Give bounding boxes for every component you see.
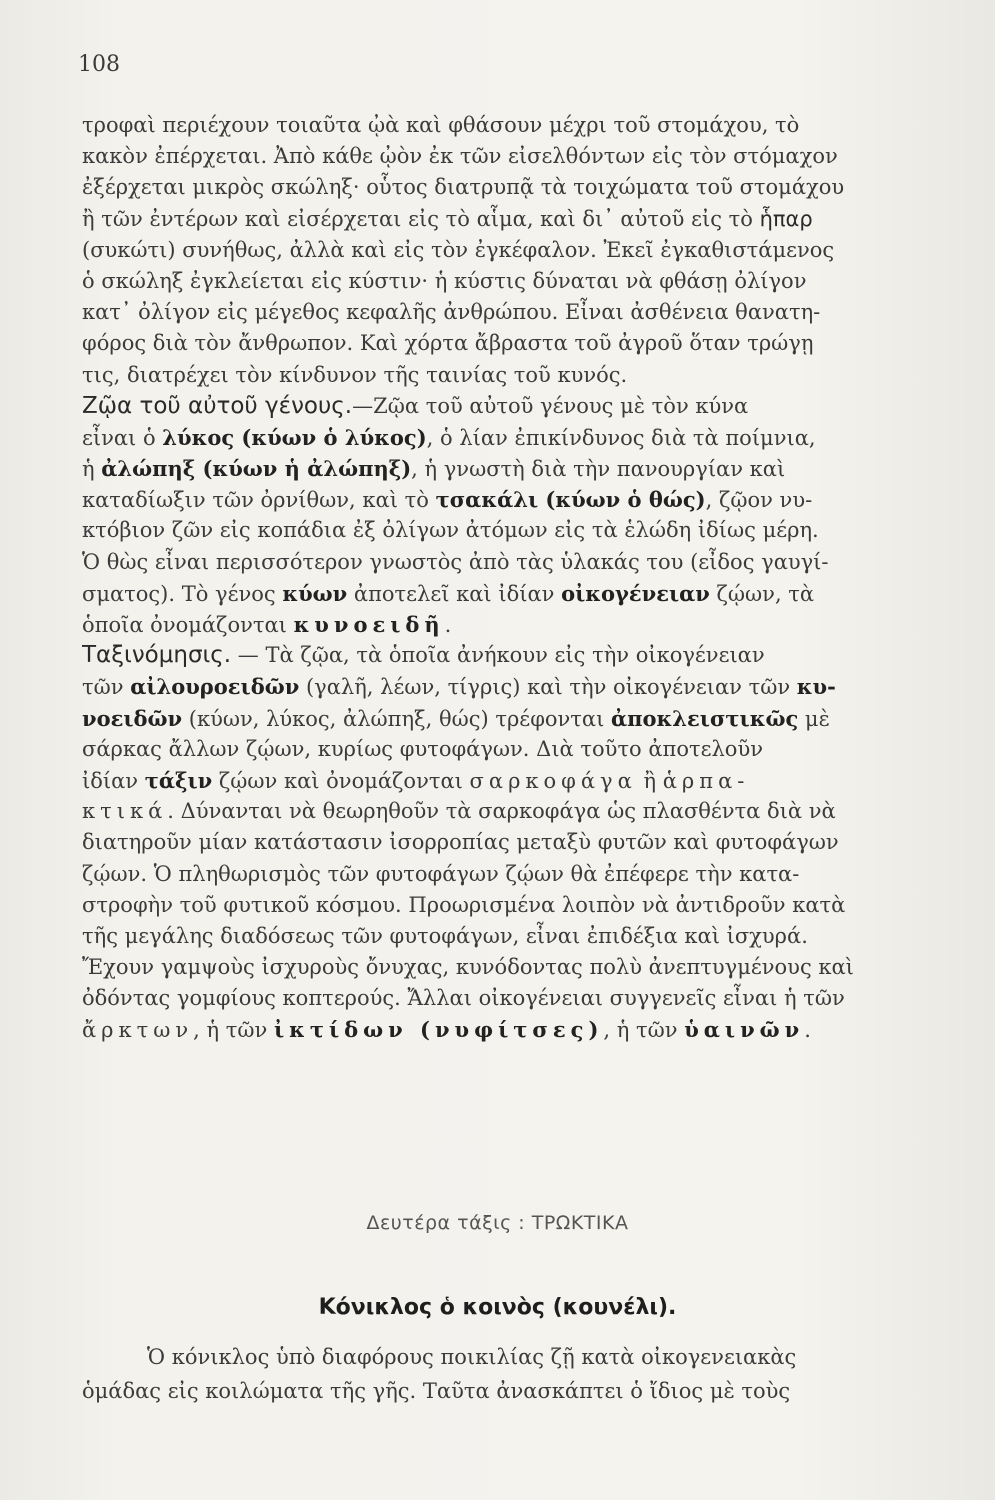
text-span: . [444, 613, 452, 637]
text-line: ὁμάδας εἰς κοιλώματα τῆς γῆς. Ταῦτα ἀνασκάπτει ὁ ἴδιος μὲ τοὺς [82, 1379, 791, 1403]
text-line: Ἔχουν γαμψοὺς ἰσχυροὺς ὄνυχας, κυνόδοντας πολὺ ἀνεπτυγμένους καὶ [82, 955, 854, 980]
text-span: καταδίωξιν τῶν ὀρνίθων, καὶ τὸ [82, 488, 436, 513]
text-line: τροφαὶ περιέχουν τοιαῦτα ᾠὰ καὶ φθάσουν μέχρι τοῦ στομάχου, τὸ [82, 113, 800, 137]
text-line [82, 204, 952, 235]
bold-term: ἀλώπηξ (κύων ἡ ἀλώπηξ) [101, 456, 412, 482]
text-line [82, 391, 952, 422]
bold-term: ἀποκλειστικῶς [611, 705, 799, 731]
text-span: , ἡ τῶν [603, 1018, 685, 1043]
text-span: ἢ τῶν ἐντέρων καὶ εἰσέρχεται εἰς τὸ αἷμα, καὶ δι᾽ αὐτοῦ εἰς τὸ [82, 206, 753, 231]
text-line [82, 703, 952, 734]
bold-term: κυ- [796, 674, 836, 700]
spaced-term: κυνοειδῆ [293, 612, 445, 637]
text-line: τῆς μεγάλης διαδόσεως τῶν φυτοφάγων, εἶναι ἐπιδέξια καὶ ἰσχυρά. [82, 923, 808, 948]
text-line [82, 765, 952, 796]
text-line [82, 1014, 952, 1045]
section-text [82, 1340, 952, 1408]
text-span: (κύων, λύκος, ἀλώπηξ, θώς) τρέφονται [182, 706, 612, 731]
text-span: ἢ [636, 768, 663, 793]
text-span: , ὁ λίαν ἐπικίνδυνος διὰ τὰ ποίμνια, [426, 425, 816, 450]
section-subtitle: Δευτέρα τάξις : ΤΡΩΚΤΙΚΑ [366, 1212, 629, 1234]
text-span: ὁποῖα ὀνομάζονται [82, 613, 294, 637]
body-text [82, 110, 952, 1046]
text-span: —Ζῷα τοῦ αὐτοῦ γένους μὲ τὸν κύνα [352, 393, 749, 418]
text-line: Ὁ θὼς εἶναι περισσότερον γνωστὸς ἀπὸ τὰς ὑλακάς του (εἶδος γαυγί- [82, 549, 829, 574]
paragraph-heading: Ταξινόμησις. [82, 642, 232, 669]
text-span: ζῴων, τὰ [709, 581, 815, 606]
text-span: τῶν [82, 675, 131, 700]
text-line: ὀδόντας γομφίους κοπτερούς. Ἄλλαι οἰκογένειαι συγγενεῖς εἶναι ἡ τῶν [82, 986, 845, 1011]
spaced-term: ἰκτίδων (νυφίτσες) [273, 1017, 604, 1043]
spaced-term: κτικά [82, 799, 168, 824]
bold-term: οἰκογένειαν [561, 580, 710, 606]
text-line [82, 422, 952, 453]
text-line: (συκώτι) συνήθως, ἀλλὰ καὶ εἰς τὸν ἐγκέφαλον. Ἐκεῖ ἐγκαθιστάμενος [82, 237, 835, 262]
text-line [82, 640, 952, 671]
text-span: , ζῷον νυ- [705, 488, 813, 513]
text-line: τις, διατρέχει τὸν κίνδυνον τῆς ταινίας τοῦ κυνός. [82, 362, 628, 387]
bold-term: νοειδῶν [82, 705, 183, 731]
bold-term: λύκος (κύων ὁ λύκος) [162, 424, 427, 450]
text-span: , ἡ γνωστὴ διὰ τὴν πανουργίαν καὶ [411, 457, 786, 482]
text-line [82, 453, 952, 484]
spaced-term: ἁρπα- [662, 768, 750, 793]
text-line: Ὁ κόνικλος ὑπὸ διαφόρους ποικιλίας ζῇ κατὰ οἰκογενειακὰς [147, 1345, 797, 1369]
text-span: . [804, 1018, 811, 1043]
text-line: ζῴων. Ὁ πληθωρισμὸς τῶν φυτοφάγων ζῴων θὰ ἐπέφερε τὴν κατα- [82, 861, 800, 886]
text-line [82, 671, 952, 702]
text-line [82, 609, 952, 640]
text-span: μὲ [798, 706, 830, 731]
text-span: ἀποτελεῖ καὶ ἰδίαν [347, 581, 562, 606]
section-heading: Κόνικλος ὁ κοινὸς (κουνέλι). [318, 1295, 677, 1320]
text-line: κατ᾽ ὀλίγον εἰς μέγεθος κεφαλῆς ἀνθρώπου. Εἶναι ἀσθένεια θανατη- [82, 300, 821, 325]
bold-term: αἰλουροειδῶν [130, 674, 300, 700]
text-span: ἰδίαν [82, 768, 145, 793]
text-line [82, 796, 952, 827]
text-line: ἐξέρχεται μικρὸς σκώληξ· οὗτος διατρυπᾷ τὰ τοιχώματα τοῦ στομάχου [82, 175, 845, 200]
text-span: ἡ [82, 457, 102, 482]
text-span: , ἡ τῶν [193, 1018, 274, 1043]
spaced-term: ὑαινῶν [684, 1017, 805, 1043]
text-span: (γαλῆ, λέων, τίγρις) καὶ τὴν οἰκογένειαν τῶν [299, 675, 797, 700]
text-span: εἶναι ὁ [82, 425, 163, 450]
text-line [82, 578, 952, 609]
text-line [82, 484, 952, 515]
text-span: σματος). Τὸ γένος [82, 581, 283, 606]
text-span: — Τὰ ζῷα, τὰ ὁποῖα ἀνήκουν εἰς τὴν οἰκογένειαν [231, 643, 765, 668]
text-line: κακὸν ἐπέρχεται. Ἀπὸ κάθε ᾠὸν ἐκ τῶν εἰσελθόντων εἰς τὸν στόμαχον [82, 144, 838, 169]
bold-term: τσακάλι (κύων ὁ θώς) [435, 487, 706, 513]
text-line: κτόβιον ζῶν εἰς κοπάδια ἐξ ὀλίγων ἀτόμων εἰς τὰ ἑλώδη ἰδίως μέρη. [82, 518, 819, 543]
page-number: 108 [78, 52, 120, 77]
text-line: στροφὴν τοῦ φυτικοῦ κόσμου. Προωρισμένα λοιπὸν νὰ ἀντιδροῦν κατὰ [82, 892, 846, 917]
bold-term: ἧπαρ [759, 206, 813, 231]
text-span: . Δύνανται νὰ θεωρηθοῦν τὰ σαρκοφάγα ὡς πλασθέντα διὰ νὰ [167, 799, 836, 824]
spaced-term: ἄρκτων [82, 1018, 194, 1043]
text-line: σάρκας ἄλλων ζῴων, κυρίως φυτοφάγων. Διὰ τοῦτο ἀποτελοῦν [82, 736, 763, 761]
bold-term: τάξιν [144, 767, 213, 793]
text-span: ζῴων καὶ ὀνομάζονται [212, 768, 470, 793]
text-line: ὁ σκώληξ ἐγκλείεται εἰς κύστιν· ἡ κύστις δύναται νὰ φθάσῃ ὀλίγον [82, 268, 807, 293]
text-line: διατηροῦν μίαν κατάστασιν ἰσορροπίας μεταξὺ φυτῶν καὶ φυτοφάγων [82, 830, 839, 855]
text-line: φόρος διὰ τὸν ἄνθρωπον. Καὶ χόρτα ἄβραστα τοῦ ἀγροῦ ὅταν τρώγῃ [82, 331, 814, 356]
paragraph-heading: Ζῷα τοῦ αὐτοῦ γένους. [82, 392, 353, 419]
bold-term: κύων [282, 580, 348, 606]
spaced-term: σαρκοφάγα [469, 768, 637, 793]
